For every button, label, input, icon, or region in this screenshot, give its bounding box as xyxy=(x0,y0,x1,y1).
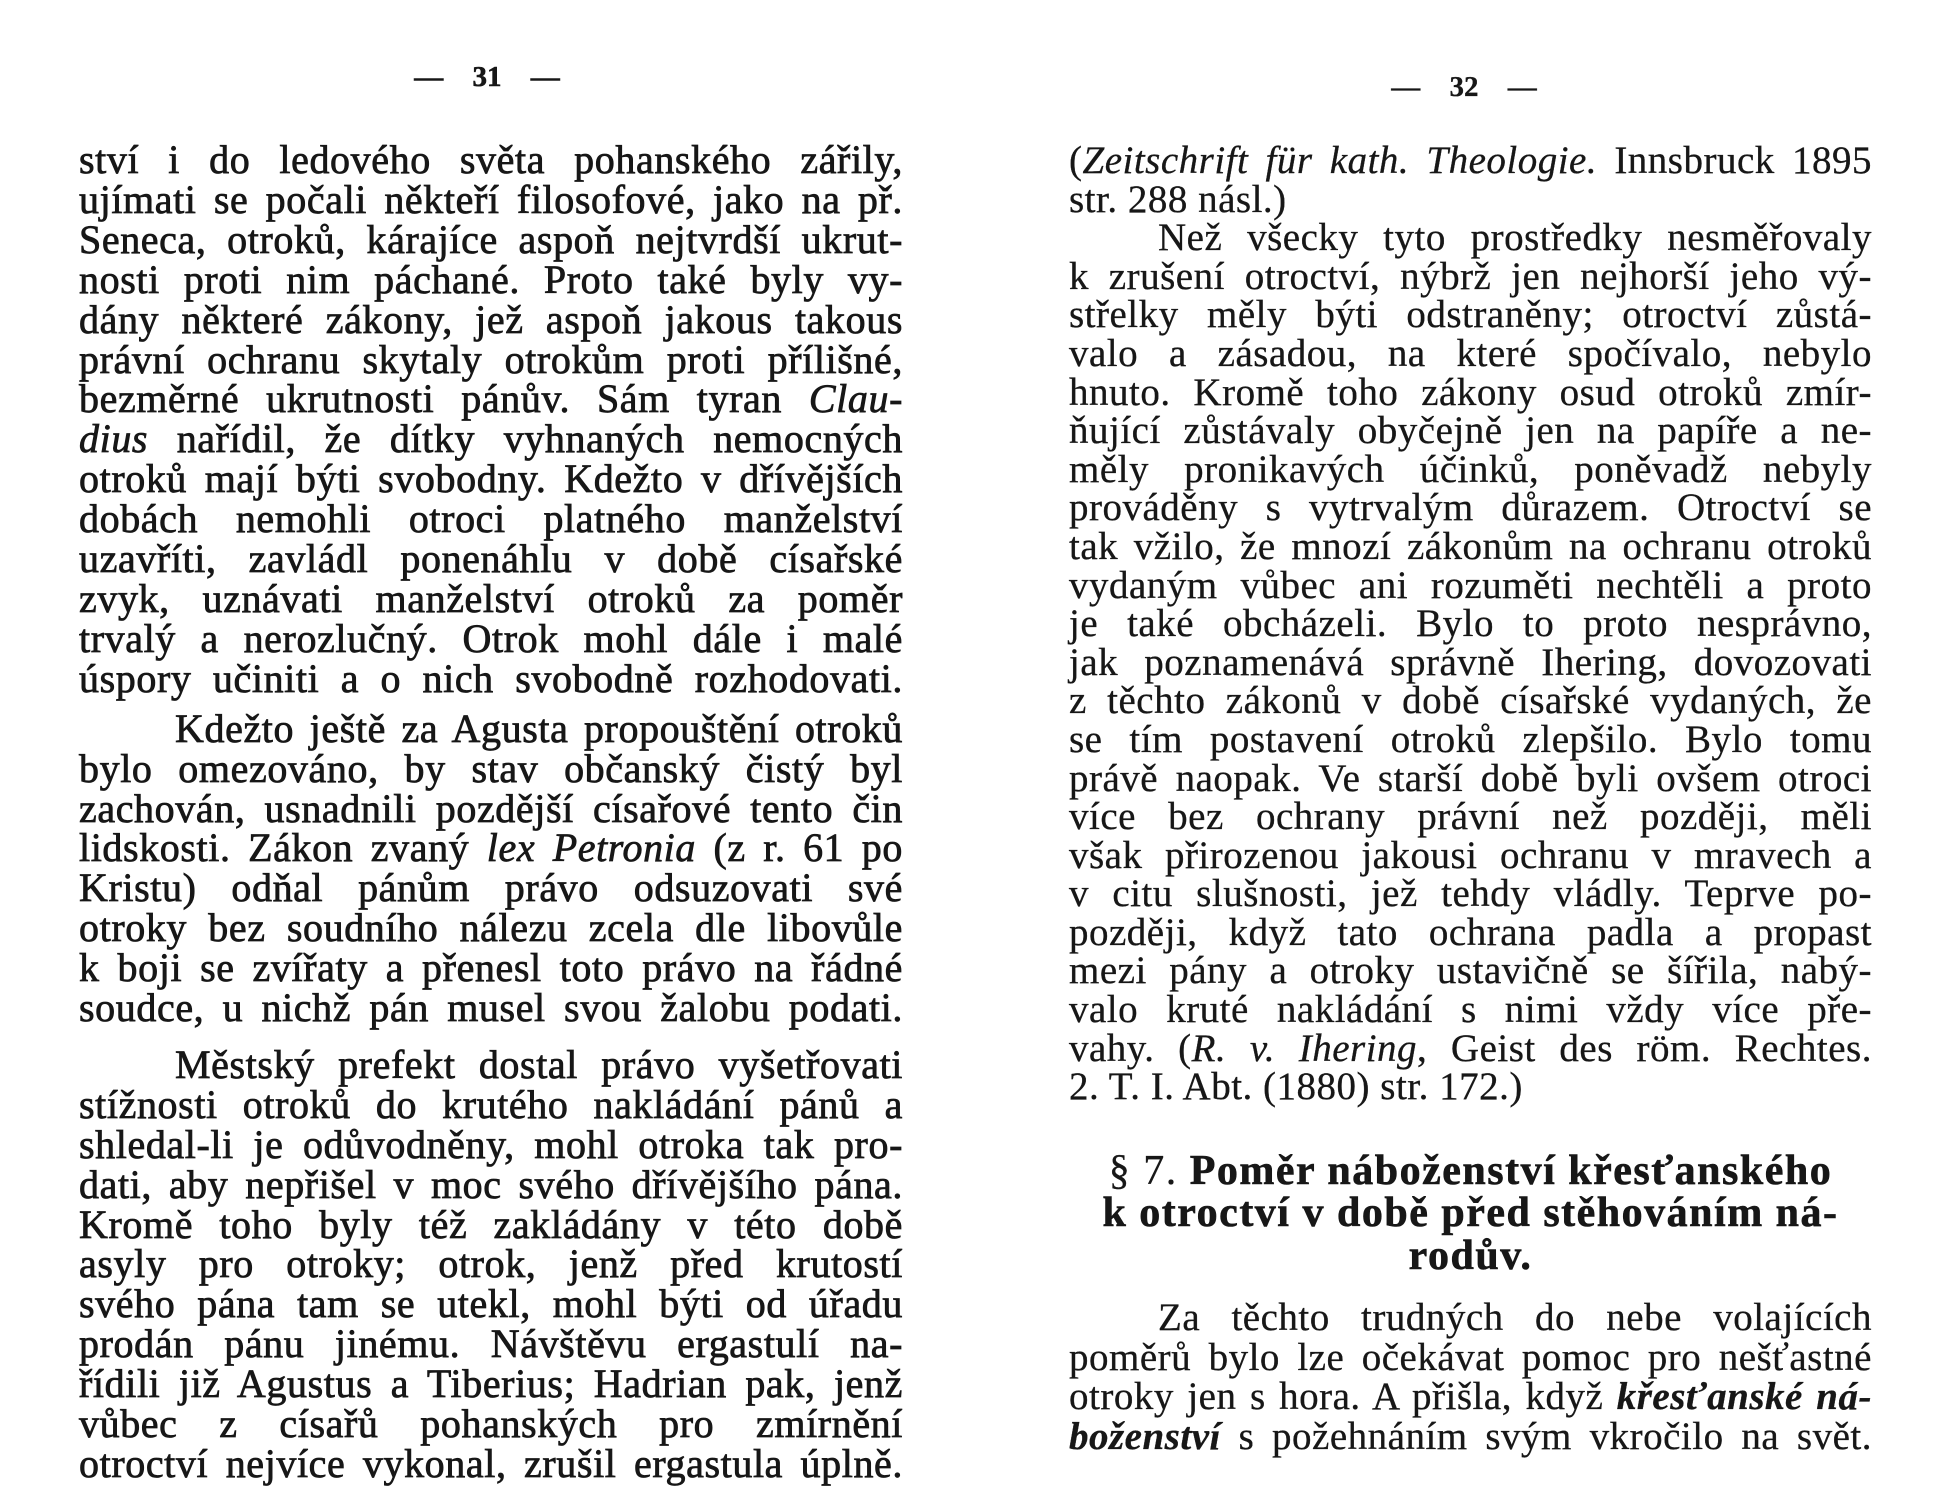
line-content xyxy=(79,536,903,581)
text-run: Za těchto trudných do nebe volajících xyxy=(1158,1296,1872,1340)
line-content xyxy=(1069,949,1872,992)
text-run: se tím postavení otroků zlepšilo. Bylo tomu xyxy=(1069,717,1872,761)
line-content xyxy=(1069,139,1872,182)
text-run: Kromě toho byly též zakládány v této době xyxy=(79,1201,903,1247)
text-line xyxy=(1069,679,1872,723)
text-line xyxy=(1069,640,1872,684)
line-content xyxy=(79,376,903,421)
text-run: bezměrné ukrutnosti pánův. Sám tyran xyxy=(79,376,809,422)
text-run: § 7. xyxy=(1108,1147,1190,1194)
text-line xyxy=(79,1321,903,1367)
text-line xyxy=(1069,872,1872,916)
line-content xyxy=(1069,1027,1872,1070)
text-line xyxy=(79,1401,903,1447)
text-line xyxy=(79,1361,903,1407)
text-line xyxy=(79,825,903,871)
text-run: vůbec z císařů pohanských pro zmírnění xyxy=(79,1401,903,1447)
text-run: Kdežto ještě za Agusta propouštění otroků xyxy=(175,705,903,751)
text-run: měly pronikavých účinků, poněvadž nebyly xyxy=(1069,447,1872,491)
line-content xyxy=(79,217,903,262)
paragraph xyxy=(1069,216,1872,1109)
paragraph xyxy=(79,1041,903,1486)
text-line xyxy=(1069,1147,1872,1194)
text-run: z těchto zákonů v době císařské vydaných, že xyxy=(1069,679,1872,723)
text-line xyxy=(1069,254,1872,298)
text-run: Městský prefekt dostal právo vyšetřovati xyxy=(175,1041,903,1087)
text-line xyxy=(1069,602,1872,646)
line-content xyxy=(1069,371,1872,414)
text-line xyxy=(79,1121,903,1167)
line-content xyxy=(1069,448,1872,491)
paragraph xyxy=(1069,1298,1872,1456)
line-content xyxy=(79,616,903,661)
text-run: valo a zásadou, na které spočívalo, nebylo xyxy=(1069,331,1872,375)
text-run: zachován, usnadnili pozdější císařové tento čin xyxy=(79,785,903,831)
line-content xyxy=(79,905,903,950)
text-line xyxy=(1069,1026,1872,1070)
text-line xyxy=(79,256,903,302)
line-content xyxy=(79,746,903,791)
italic-text: Zeitschrift für kath. Theologie. xyxy=(1082,139,1598,182)
bold-text: k otroctví v době před stěhováním ná- xyxy=(1102,1190,1839,1237)
line-content xyxy=(79,297,903,342)
text-run: , Geist des röm. Rechtes. xyxy=(1417,1026,1872,1070)
text-line xyxy=(1069,756,1872,800)
line-content xyxy=(1069,409,1872,452)
line-content xyxy=(79,985,903,1030)
line-content xyxy=(1069,602,1872,645)
text-run: právní ochranu skytaly otrokům proti přílišné, xyxy=(79,336,903,382)
italic-text: křesťanské ná- xyxy=(1616,1375,1872,1419)
line-content xyxy=(79,496,903,541)
text-run: mezi pány a otroky ustavičně se šířila, nabý- xyxy=(1069,949,1872,993)
text-run: však přirozenou jakousi ochranu v mravech a xyxy=(1069,833,1872,877)
paragraph xyxy=(79,137,903,701)
line-content xyxy=(79,656,903,701)
text-line xyxy=(79,1081,903,1127)
text-run: řídili již Agustus a Tiberius; Hadrian pak, jenž xyxy=(79,1361,903,1407)
text-run: stížnosti otroků do krutého nakládání pánů a xyxy=(79,1081,903,1127)
line-content xyxy=(1069,872,1872,915)
text-run: str. 288 násl.) xyxy=(1069,177,1287,221)
line-content xyxy=(79,1241,903,1286)
text-run: otroky jen s hora. A přišla, když xyxy=(1069,1375,1617,1419)
text-run: Seneca, otroků, kárajíce aspoň nejtvrdší ukrut- xyxy=(79,216,903,262)
line-content xyxy=(1069,525,1872,568)
page-text xyxy=(1069,139,1872,1458)
italic-text: dius xyxy=(79,416,149,462)
line-content xyxy=(1069,757,1872,800)
text-run: zvyk, uznávati manželství otroků za poměr xyxy=(79,575,903,621)
text-line xyxy=(1069,486,1872,530)
text-line xyxy=(1069,177,1872,221)
line-content xyxy=(79,257,903,302)
text-run: s požehnáním svým vkročilo na svět. xyxy=(1220,1414,1872,1458)
text-run: jak poznamenává správně Ihering, dovozovati xyxy=(1069,640,1872,684)
page-number: — 32 — xyxy=(1391,71,1537,103)
text-line xyxy=(1069,1335,1872,1379)
line-content xyxy=(79,865,903,910)
line-content xyxy=(79,137,903,182)
text-run: otroky bez soudního nálezu zcela dle libovůle xyxy=(79,905,903,951)
line-content xyxy=(79,1082,903,1127)
line-content xyxy=(1069,988,1872,1031)
text-line xyxy=(79,456,903,502)
text-line xyxy=(79,336,903,382)
text-run: asyly pro otroky; otrok, jenž před krutostí xyxy=(79,1241,903,1287)
bold-text: rodův. xyxy=(1408,1232,1533,1279)
line-content xyxy=(79,177,903,222)
paragraph xyxy=(1069,139,1872,221)
text-line xyxy=(1069,293,1872,337)
page-number: — 31 — xyxy=(414,61,560,93)
text-run: později, když tato ochrana padla a propast xyxy=(1069,910,1872,954)
text-run: střelky měly býti odstraněny; otroctví zůstá- xyxy=(1069,293,1872,337)
line-content xyxy=(1069,641,1872,684)
text-run: ství i do ledového světa pohanského zářily, xyxy=(79,137,903,182)
italic-text: boženství xyxy=(1069,1414,1221,1458)
line-content xyxy=(79,1441,903,1486)
line-content xyxy=(79,416,903,461)
line-content xyxy=(79,1281,903,1326)
text-run: shledal-li je odůvodněny, mohl otroka tak pro- xyxy=(79,1121,903,1167)
right-page xyxy=(975,0,1950,1500)
text-line xyxy=(79,1241,903,1287)
text-line xyxy=(1069,563,1872,607)
text-line xyxy=(79,416,903,462)
line-content xyxy=(1069,1375,1872,1418)
line-content xyxy=(1069,255,1872,298)
line-content xyxy=(79,786,903,831)
text-run: více bez ochrany právní než později, měli xyxy=(1069,795,1872,839)
text-line xyxy=(79,137,903,182)
text-line xyxy=(79,865,903,911)
text-line xyxy=(79,1041,903,1087)
line-content xyxy=(1069,1336,1872,1379)
text-line xyxy=(1069,1414,1872,1458)
line-content xyxy=(1102,1190,1838,1236)
line-content xyxy=(1069,293,1872,336)
text-run: Než všecky tyto prostředky nesměřovaly xyxy=(1158,216,1872,260)
text-run: nosti proti nim páchané. Proto také byly vy- xyxy=(79,256,903,302)
text-run: ňující zůstávaly obyčejně jen na papíře a ne- xyxy=(1069,409,1872,453)
text-run: bylo omezováno, by stav občanský čistý byl xyxy=(79,745,903,791)
text-line xyxy=(1069,331,1872,375)
text-run: otroctví nejvíce vykonal, zrušil ergastula úplně. xyxy=(79,1441,903,1486)
text-line xyxy=(1069,1377,1872,1417)
line-content xyxy=(1109,1148,1832,1194)
text-run: (z r. 61 po xyxy=(696,825,903,871)
line-content xyxy=(79,945,903,990)
text-run: prováděny s vytrvalým důrazem. Otroctví se xyxy=(1069,486,1872,530)
text-line xyxy=(1069,139,1872,182)
text-run: uzavříti, zavládl ponenáhlu v době císařské xyxy=(79,536,903,582)
italic-text: R. v. Ihering xyxy=(1191,1026,1418,1070)
text-line xyxy=(1069,1232,1872,1279)
line-content xyxy=(175,1042,903,1087)
text-run: hnuto. Kromě toho zákony osud otroků zmír- xyxy=(1069,370,1872,414)
text-line xyxy=(79,785,903,831)
text-run: dati, aby nepřišel v moc svého dřívějšího pána. xyxy=(79,1161,903,1207)
paragraph xyxy=(79,705,903,1031)
text-line xyxy=(1069,409,1872,453)
text-line xyxy=(79,496,903,542)
text-run: nařídil, že dítky vyhnaných nemocných xyxy=(148,416,903,462)
page-text xyxy=(79,137,903,1486)
text-line xyxy=(1069,717,1872,761)
text-line xyxy=(79,655,903,701)
text-run: lidskosti. Zákon zvaný xyxy=(79,825,487,871)
text-line xyxy=(79,615,903,661)
text-run: poměrů bylo lze očekávat pomoc pro nešťastné xyxy=(1069,1335,1872,1379)
text-run: vahy. ( xyxy=(1069,1026,1192,1070)
text-run: dány některé zákony, jež aspoň jakous takous xyxy=(79,296,903,342)
text-run: svého pána tam se utekl, mohl býti od úřadu xyxy=(79,1281,903,1327)
text-line xyxy=(79,1201,903,1247)
text-run: otroků mají býti svobodny. Kdežto v dřívějších xyxy=(79,456,903,502)
text-line xyxy=(1069,795,1872,839)
text-run: soudce, u nichž pán musel svou žalobu podati. xyxy=(79,985,903,1031)
text-run: ( xyxy=(1069,139,1083,182)
text-line xyxy=(1069,833,1872,877)
text-line xyxy=(79,1441,903,1486)
text-line xyxy=(79,705,903,751)
line-content xyxy=(1069,332,1872,375)
text-line xyxy=(79,745,903,791)
text-run: 2. T. I. Abt. (1880) str. 172.) xyxy=(1069,1065,1523,1109)
text-line xyxy=(1069,1298,1872,1338)
line-content xyxy=(1069,679,1872,722)
text-run: valo kruté nakládání s nimi vždy více pře- xyxy=(1069,988,1872,1032)
text-run: dobách nemohli otroci platného manželství xyxy=(79,496,903,542)
line-content xyxy=(79,576,903,621)
section-heading xyxy=(1069,1147,1872,1279)
text-run: je také obcházeli. Bylo to proto nesprávno, xyxy=(1069,602,1872,646)
text-line xyxy=(1069,216,1872,260)
text-line xyxy=(79,905,903,951)
text-line xyxy=(79,575,903,621)
line-content xyxy=(79,1202,903,1247)
bold-text: Poměr náboženství křesťanského xyxy=(1189,1147,1833,1194)
text-run: tak vžilo, že mnozí zákonům na ochranu otroků xyxy=(1069,524,1872,568)
line-content xyxy=(1069,834,1872,877)
text-line xyxy=(79,1281,903,1327)
text-run: právě naopak. Ve starší době byli ovšem otroci xyxy=(1069,756,1872,800)
line-content xyxy=(79,1401,903,1446)
line-content xyxy=(79,1361,903,1406)
text-run: Kristu) odňal pánům právo odsuzovati své xyxy=(79,865,903,911)
line-content xyxy=(79,1162,903,1207)
text-run: prodán pánu jinému. Návštěvu ergastulí na- xyxy=(79,1321,903,1367)
line-content xyxy=(1069,911,1872,954)
text-line xyxy=(1069,447,1872,491)
text-line xyxy=(79,216,903,262)
line-content xyxy=(1069,1065,1523,1108)
line-content xyxy=(1069,486,1872,529)
text-line xyxy=(1069,370,1872,414)
italic-text: Clau- xyxy=(808,376,903,422)
text-line xyxy=(79,985,903,1031)
text-line xyxy=(79,1161,903,1207)
text-line xyxy=(79,536,903,582)
text-line xyxy=(1069,524,1872,568)
line-content xyxy=(79,456,903,501)
line-content xyxy=(1069,178,1287,221)
text-run: Innsbruck 1895 xyxy=(1597,139,1872,182)
line-content xyxy=(1158,216,1872,259)
text-run: úspory učiniti a o nich svobodně rozhodovati. xyxy=(79,655,903,701)
text-run: vydaným vůbec ani rozuměti nechtěli a proto xyxy=(1069,563,1872,607)
line-content xyxy=(1069,718,1872,761)
line-content xyxy=(175,706,903,751)
line-content xyxy=(1158,1296,1872,1339)
line-content xyxy=(79,1321,903,1366)
text-run: k boji se zvířaty a přenesl toto právo na řádné xyxy=(79,945,903,991)
line-content xyxy=(79,1122,903,1167)
text-line xyxy=(79,945,903,991)
line-content xyxy=(1069,1415,1872,1458)
text-run: trvalý a nerozlučný. Otrok mohl dále i malé xyxy=(79,615,903,661)
text-line xyxy=(79,176,903,222)
line-content xyxy=(79,825,903,870)
text-run: v citu slušnosti, jež tehdy vládly. Teprve po- xyxy=(1069,872,1872,916)
text-line xyxy=(1069,988,1872,1032)
line-content xyxy=(1069,795,1872,838)
text-line xyxy=(79,376,903,422)
text-line xyxy=(1069,1065,1872,1109)
text-run: ujímati se počali někteří filosofové, jako na př. xyxy=(79,176,903,222)
text-line xyxy=(1069,1192,1872,1235)
text-run: k zrušení otroctví, nýbrž jen nejhorší jeho vý- xyxy=(1069,254,1872,298)
text-line xyxy=(1069,949,1872,993)
line-content xyxy=(1069,564,1872,607)
text-line xyxy=(79,296,903,342)
line-content xyxy=(1409,1233,1533,1279)
italic-text: lex Petronia xyxy=(486,825,696,871)
text-line xyxy=(1069,910,1872,954)
line-content xyxy=(79,337,903,382)
